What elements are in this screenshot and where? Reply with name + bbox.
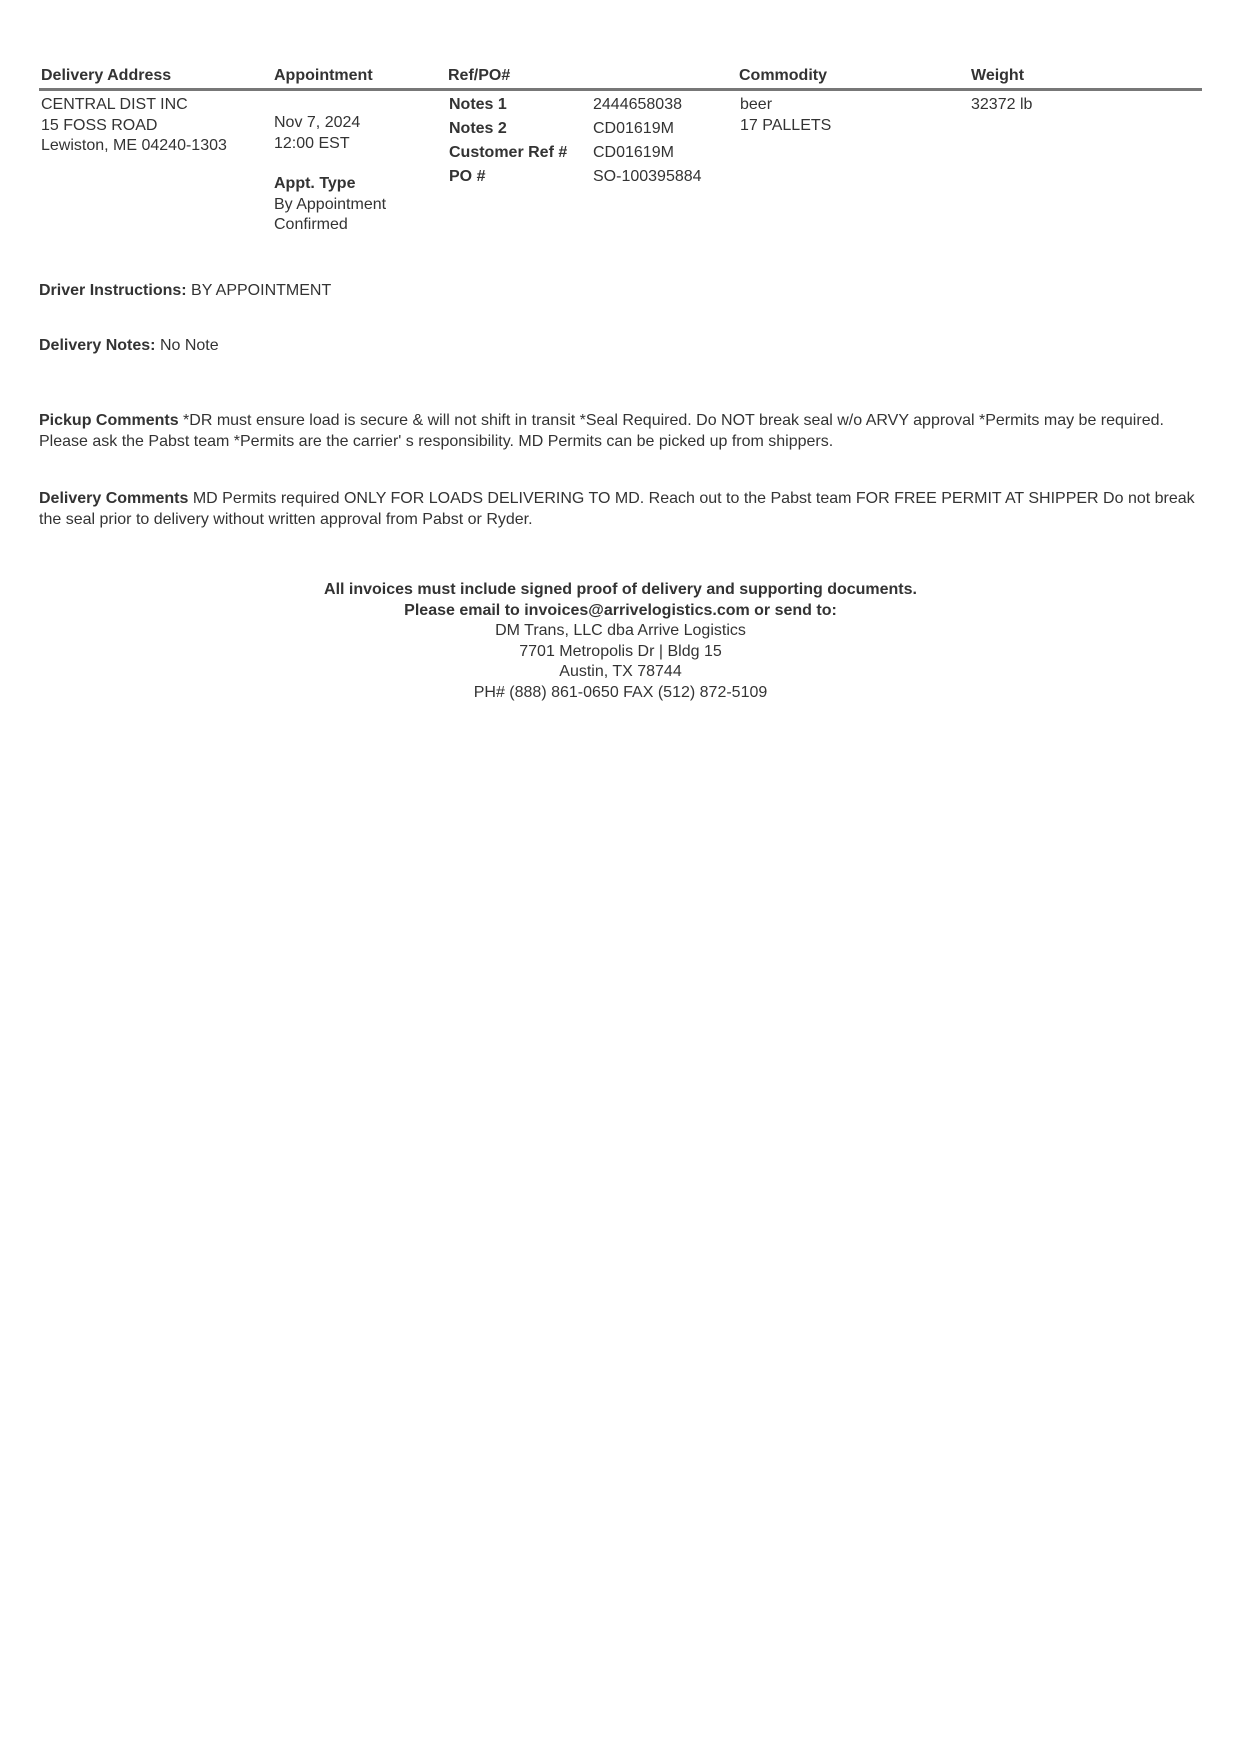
invoice-requirement: All invoices must include signed proof of delivery and supporting documents. bbox=[324, 581, 917, 598]
ref-table bbox=[449, 95, 702, 191]
header-appointment: Appointment bbox=[274, 67, 373, 84]
ref-label: Notes 2 bbox=[449, 120, 507, 137]
ref-label: Customer Ref # bbox=[449, 144, 568, 161]
delivery-notes-label: Delivery Notes: bbox=[39, 337, 156, 354]
ref-row bbox=[449, 143, 702, 167]
commodity-quantity: 17 PALLETS bbox=[740, 116, 832, 134]
weight-cell: 32372 lb bbox=[971, 96, 1033, 113]
appointment-type-value: By Appointment bbox=[274, 195, 387, 213]
address-company: CENTRAL DIST INC bbox=[41, 96, 188, 113]
ref-row bbox=[449, 95, 702, 119]
delivery-notes-text: No Note bbox=[155, 337, 219, 354]
company-name: DM Trans, LLC dba Arrive Logistics bbox=[495, 622, 746, 639]
ref-value: SO-100395884 bbox=[593, 168, 702, 185]
header-ref-po: Ref/PO# bbox=[448, 67, 511, 84]
ref-label: PO # bbox=[449, 168, 486, 185]
ref-value: CD01619M bbox=[593, 120, 674, 137]
commodity-cell bbox=[740, 95, 831, 136]
company-street: 7701 Metropolis Dr | Bldg 15 bbox=[519, 642, 722, 660]
pickup-comments-label: Pickup Comments bbox=[39, 412, 179, 429]
header-weight: Weight bbox=[971, 67, 1025, 84]
ref-value: 2444658038 bbox=[593, 96, 682, 113]
appointment-status: Confirmed bbox=[274, 216, 348, 233]
delivery-address-cell bbox=[41, 95, 227, 157]
driver-instructions-label: Driver Instructions: bbox=[39, 282, 187, 299]
header-commodity: Commodity bbox=[739, 67, 827, 84]
company-phone-fax: PH# (888) 861-0650 FAX (512) 872-5109 bbox=[473, 683, 768, 701]
ref-label: Notes 1 bbox=[449, 96, 507, 113]
invoice-email: Please email to invoices@arrivelogistics.com or send to: bbox=[404, 601, 837, 619]
header-delivery-address: Delivery Address bbox=[41, 67, 172, 84]
delivery-comments-text: MD Permits required ONLY FOR LOADS DELIVERING TO MD. Reach out to the Pabst team FOR FREE PERMIT AT SHIPPER Do not break the seal prior to delivery without written approval from Pabst or Ryder. bbox=[39, 490, 1195, 528]
ref-row bbox=[449, 167, 702, 191]
ref-po-cell bbox=[449, 95, 702, 191]
delivery-comments bbox=[39, 489, 1202, 530]
pickup-comments-text: *DR must ensure load is secure & will not shift in transit *Seal Required. Do NOT break seal w/o ARVY approval *Permits may be required. Please ask the Pabst team *Permits are the carrier' s responsibility. MD Permits can be picked up from shippers. bbox=[39, 412, 1164, 450]
ref-row bbox=[449, 119, 702, 143]
document-page bbox=[39, 66, 1202, 701]
delivery-comments-label: Delivery Comments bbox=[39, 490, 189, 507]
table-header bbox=[39, 66, 1202, 91]
invoice-instructions bbox=[39, 580, 1202, 703]
driver-instructions bbox=[39, 281, 1202, 302]
appointment-time: 12:00 EST bbox=[274, 134, 350, 152]
address-city: Lewiston, ME 04240-1303 bbox=[41, 137, 227, 154]
company-city: Austin, TX 78744 bbox=[559, 663, 682, 680]
pickup-comments bbox=[39, 411, 1202, 452]
ref-value: CD01619M bbox=[593, 144, 674, 161]
appointment-type-label: Appt. Type bbox=[274, 175, 356, 192]
driver-instructions-text: BY APPOINTMENT bbox=[186, 282, 332, 299]
address-street: 15 FOSS ROAD bbox=[41, 116, 158, 134]
delivery-notes bbox=[39, 336, 1202, 357]
commodity-name: beer bbox=[740, 96, 773, 113]
table-row bbox=[39, 91, 1202, 251]
appointment-date: Nov 7, 2024 bbox=[274, 114, 361, 131]
appointment-cell bbox=[274, 113, 386, 236]
